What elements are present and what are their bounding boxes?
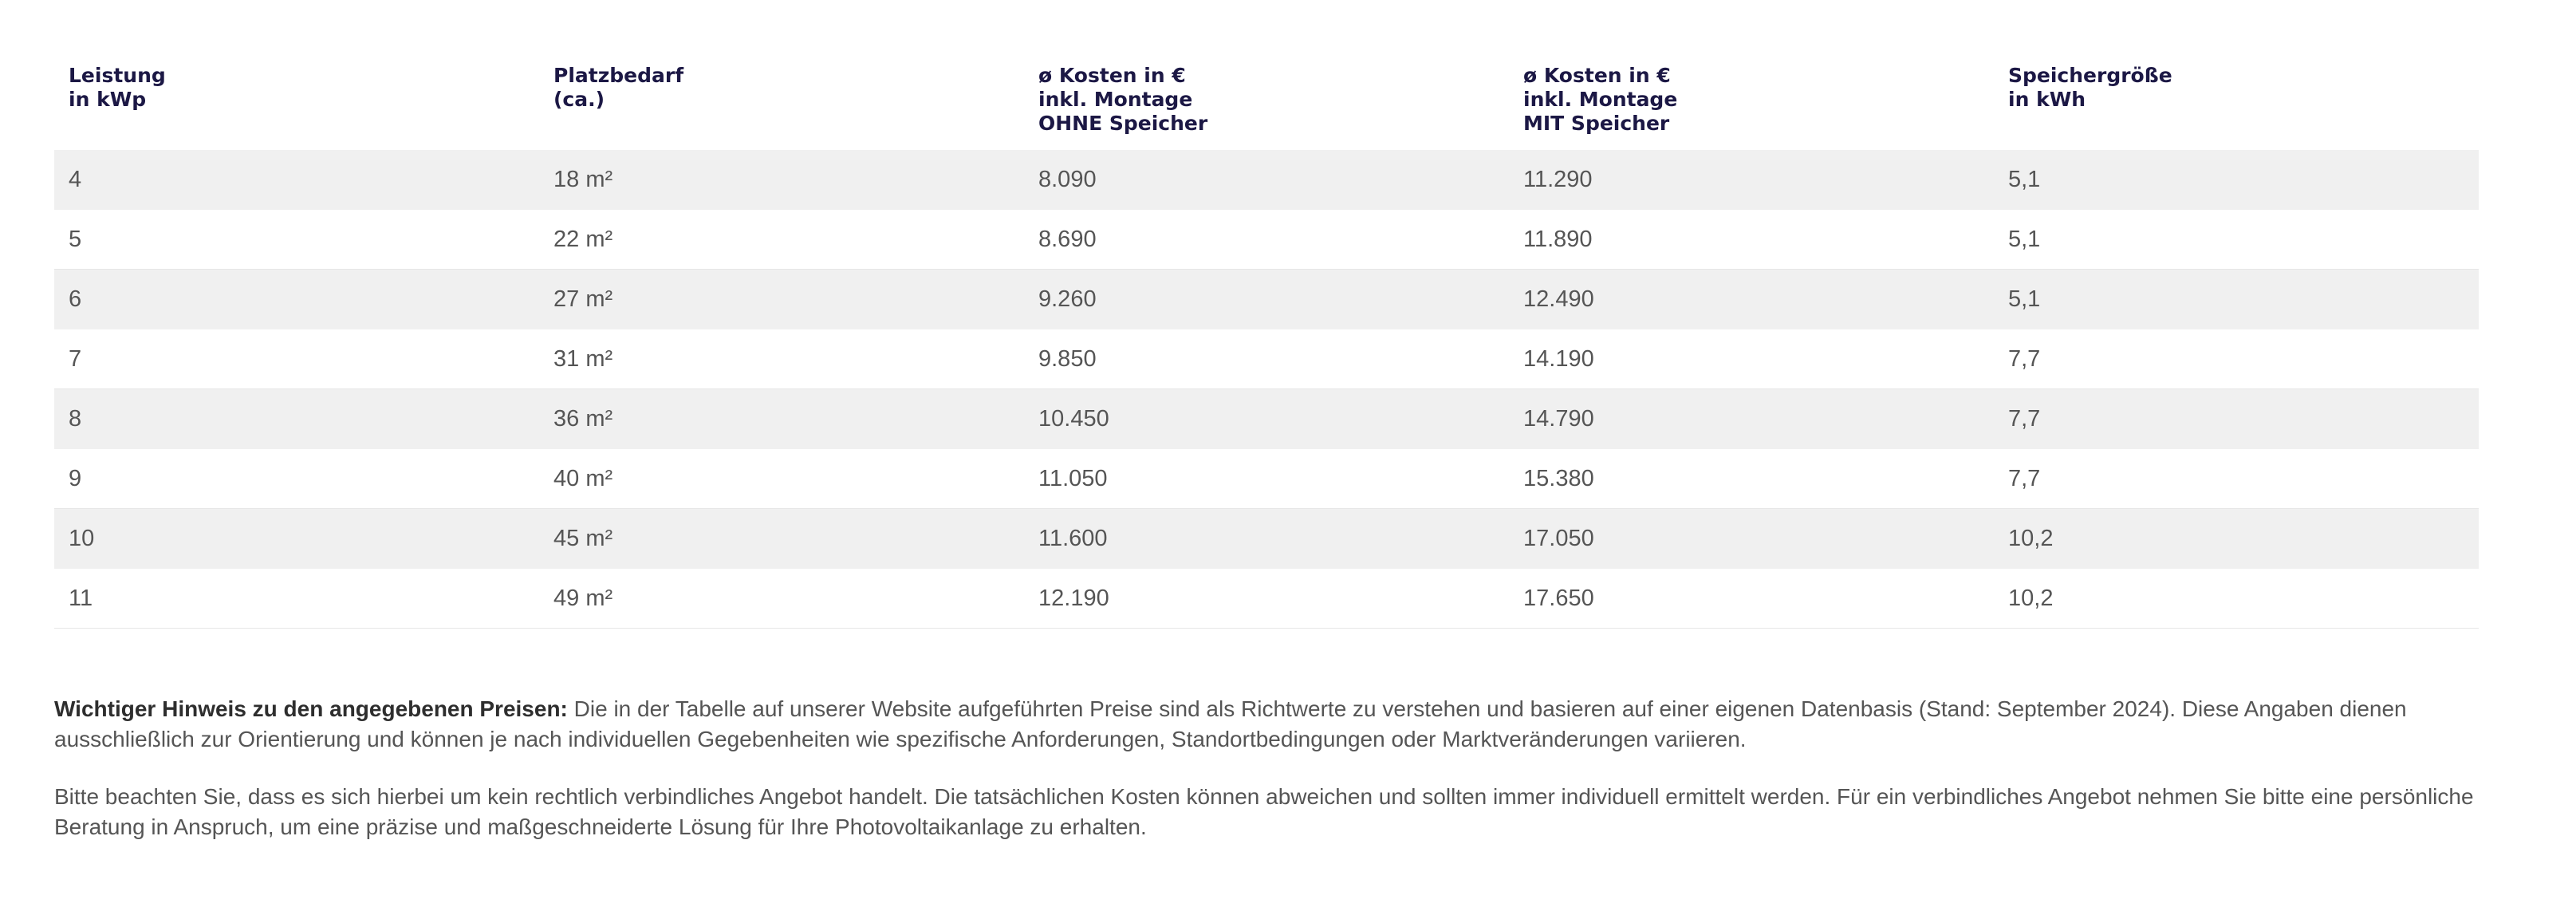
note-important bbox=[54, 694, 2479, 755]
column-header bbox=[54, 61, 539, 150]
column-header-line: inkl. Montage bbox=[1038, 88, 1193, 111]
table-cell: 12.190 bbox=[1024, 569, 1509, 629]
note-important-label: Wichtiger Hinweis zu den angegebenen Preisen: bbox=[54, 696, 568, 721]
table-cell: 11.290 bbox=[1509, 150, 1994, 210]
table-cell: 9.260 bbox=[1024, 270, 1509, 329]
table-cell: 22 m² bbox=[539, 210, 1024, 270]
note-important-text: Die in der Tabelle auf unserer Website aufgeführten Preise sind als Richtwerte zu verstehen und basieren auf einer eigenen Datenbasis (Stand: September 2024). Diese Angaben dienen ausschließlich zur Orientierung und können je nach individuellen Gegebenheiten wie spezifische Anforderungen, Standortbedingungen oder Marktveränderungen variieren. bbox=[54, 696, 2407, 751]
table-cell: 8 bbox=[54, 389, 539, 449]
table-cell: 10,2 bbox=[1994, 569, 2479, 629]
table-cell: 11.600 bbox=[1024, 509, 1509, 569]
column-header-line: OHNE Speicher bbox=[1038, 112, 1208, 135]
table-row bbox=[54, 449, 2479, 509]
table-cell: 7,7 bbox=[1994, 329, 2479, 389]
table-cell: 31 m² bbox=[539, 329, 1024, 389]
content bbox=[54, 0, 2479, 870]
table-row bbox=[54, 270, 2479, 329]
price-notes bbox=[54, 694, 2479, 842]
column-header bbox=[539, 61, 1024, 150]
table-cell: 12.490 bbox=[1509, 270, 1994, 329]
column-header-line: in kWh bbox=[2008, 88, 2086, 111]
column-header bbox=[1024, 61, 1509, 150]
note-not-binding: Bitte beachten Sie, dass es sich hierbei um kein rechtlich verbindliches Angebot handelt. Die tatsächlichen Kosten können abweichen und sollten immer individuell ermittelt werden. Für ein verbindliches Angebot nehmen Sie bitte eine persönliche Beratung in Anspruch, um eine präzise und maßgeschneiderte Lösung für Ihre Photovoltaikanlage zu erhalten. bbox=[54, 784, 2474, 839]
table-row bbox=[54, 389, 2479, 449]
table-body bbox=[54, 150, 2479, 629]
table-cell: 4 bbox=[54, 150, 539, 210]
table-cell: 10 bbox=[54, 509, 539, 569]
column-header-line: inkl. Montage bbox=[1523, 88, 1678, 111]
table-cell: 5,1 bbox=[1994, 270, 2479, 329]
table-cell: 18 m² bbox=[539, 150, 1024, 210]
table-row bbox=[54, 150, 2479, 210]
column-header bbox=[1994, 61, 2479, 150]
column-header-line: Leistung bbox=[69, 64, 166, 87]
table-header-row bbox=[54, 61, 2479, 150]
table-cell: 17.650 bbox=[1509, 569, 1994, 629]
table-cell: 10.450 bbox=[1024, 389, 1509, 449]
table-cell: 27 m² bbox=[539, 270, 1024, 329]
column-header-line: ø Kosten in € bbox=[1038, 64, 1186, 87]
column-header-line: ø Kosten in € bbox=[1523, 64, 1671, 87]
table-cell: 9 bbox=[54, 449, 539, 509]
table-row bbox=[54, 329, 2479, 389]
column-header-line: MIT Speicher bbox=[1523, 112, 1670, 135]
column-header-line: (ca.) bbox=[553, 88, 605, 111]
column-header-line: Platzbedarf bbox=[553, 64, 684, 87]
table-cell: 5,1 bbox=[1994, 210, 2479, 270]
table-cell: 45 m² bbox=[539, 509, 1024, 569]
column-header-line: Speichergröße bbox=[2008, 64, 2172, 87]
table-cell: 49 m² bbox=[539, 569, 1024, 629]
table-cell: 17.050 bbox=[1509, 509, 1994, 569]
column-header bbox=[1509, 61, 1994, 150]
table-cell: 11 bbox=[54, 569, 539, 629]
table-cell: 36 m² bbox=[539, 389, 1024, 449]
table-cell: 6 bbox=[54, 270, 539, 329]
table-cell: 10,2 bbox=[1994, 509, 2479, 569]
table-cell: 7,7 bbox=[1994, 449, 2479, 509]
pv-cost-table bbox=[54, 61, 2479, 629]
table-cell: 11.050 bbox=[1024, 449, 1509, 509]
table-cell: 5,1 bbox=[1994, 150, 2479, 210]
column-header-line: in kWp bbox=[69, 88, 147, 111]
table-cell: 40 m² bbox=[539, 449, 1024, 509]
table-cell: 7,7 bbox=[1994, 389, 2479, 449]
table-cell: 8.090 bbox=[1024, 150, 1509, 210]
table-cell: 15.380 bbox=[1509, 449, 1994, 509]
table-row bbox=[54, 569, 2479, 629]
table-cell: 8.690 bbox=[1024, 210, 1509, 270]
table-row bbox=[54, 509, 2479, 569]
table-cell: 5 bbox=[54, 210, 539, 270]
table-cell: 11.890 bbox=[1509, 210, 1994, 270]
table-cell: 7 bbox=[54, 329, 539, 389]
table-row bbox=[54, 210, 2479, 270]
table-cell: 9.850 bbox=[1024, 329, 1509, 389]
table-cell: 14.790 bbox=[1509, 389, 1994, 449]
table-cell: 14.190 bbox=[1509, 329, 1994, 389]
